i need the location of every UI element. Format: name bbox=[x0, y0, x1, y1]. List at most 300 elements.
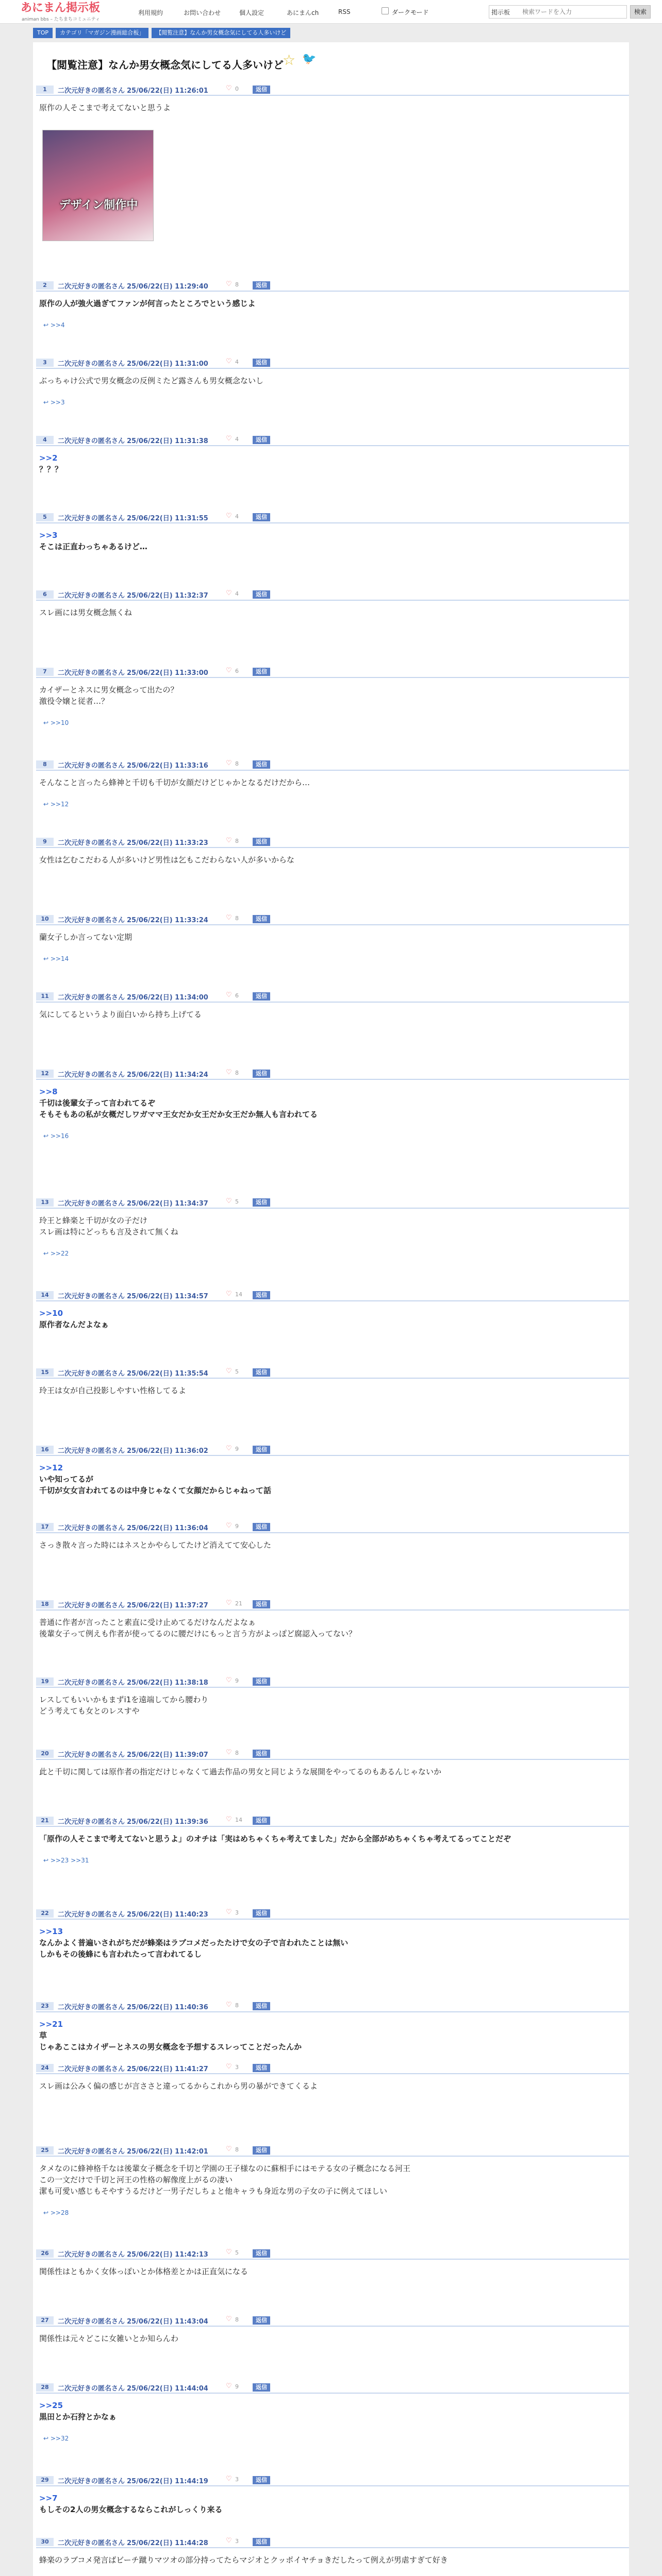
like-heart-icon[interactable]: ♡ bbox=[226, 2001, 232, 2009]
post-date: 25/06/22(日) 11:36:02 bbox=[127, 1447, 208, 1455]
reply-button[interactable]: 返信 bbox=[253, 86, 270, 94]
reply-button[interactable]: 返信 bbox=[253, 1750, 270, 1758]
post-text-line: カイザーとネスに男女概念って出たの？ bbox=[39, 685, 178, 694]
poster-name: 二次元好きの匿名さん bbox=[58, 1911, 125, 1919]
post-body bbox=[39, 1926, 622, 1960]
reply-button[interactable]: 返信 bbox=[253, 1291, 270, 1299]
post-number[interactable]: 25 bbox=[36, 2146, 54, 2155]
post-number[interactable]: 13 bbox=[36, 1198, 54, 1207]
poster-name: 二次元好きの匿名さん bbox=[58, 1818, 125, 1826]
like-count: 8 bbox=[235, 915, 239, 922]
post-text-line: 千切が女女言われてるのは中身じゃなくて女顔だからじゃねって話 bbox=[39, 1486, 272, 1495]
reply-links-text[interactable]: >>4 bbox=[50, 321, 65, 329]
reply-links[interactable] bbox=[43, 719, 69, 726]
post-date: 25/06/22(日) 11:37:27 bbox=[127, 1602, 208, 1609]
post-text-line: なんかよく普遍いされがちだが蜂楽はラブコメだったたけで女の子で言われたことは無い bbox=[39, 1938, 349, 1947]
post-text-line: しかもその後蜂にも言われたって言われてるし bbox=[39, 1950, 202, 1959]
reply-links-text[interactable]: >>3 bbox=[50, 399, 65, 406]
post-number[interactable]: 30 bbox=[36, 2538, 54, 2546]
favorite-star-icon[interactable]: ☆ bbox=[283, 52, 296, 69]
post-body bbox=[39, 2019, 622, 2053]
post-header bbox=[36, 1749, 629, 1760]
post-date: 25/06/22(日) 11:43:04 bbox=[127, 2318, 208, 2326]
like-count: 21 bbox=[235, 1600, 242, 1607]
reply-button[interactable]: 返信 bbox=[253, 2383, 270, 2392]
post-number[interactable]: 12 bbox=[36, 1070, 54, 1078]
post-body bbox=[39, 1215, 622, 1238]
nav-animanch[interactable]: あにまんch bbox=[287, 9, 319, 16]
like-count: 5 bbox=[235, 1198, 239, 1205]
reply-arrow-icon: ↩ bbox=[43, 1132, 51, 1140]
like-heart-icon[interactable]: ♡ bbox=[226, 2063, 232, 2071]
post-date: 25/06/22(日) 11:29:40 bbox=[127, 283, 208, 291]
post-text-line: 千切は後輩女子って言われてるぞ bbox=[39, 1098, 156, 1108]
poster-name: 二次元好きの匿名さん bbox=[58, 2004, 125, 2011]
breadcrumb bbox=[33, 28, 293, 39]
post-number[interactable]: 27 bbox=[36, 2316, 54, 2325]
like-heart-icon[interactable]: ♡ bbox=[226, 759, 232, 767]
post-number[interactable]: 26 bbox=[36, 2249, 54, 2258]
like-count: 8 bbox=[235, 838, 239, 844]
post-number[interactable]: 28 bbox=[36, 2383, 54, 2392]
post-number[interactable]: 11 bbox=[36, 992, 54, 1001]
anchor-link[interactable]: >>2 bbox=[39, 453, 58, 463]
reply-links-text[interactable]: >>16 bbox=[50, 1132, 69, 1140]
post-text-line: 潔も可愛い感じもそやすうるだけど一男子だしちょと他キャラも身近な男の子女の子に例えてほしい bbox=[39, 2187, 388, 2196]
post-number[interactable]: 18 bbox=[36, 1600, 54, 1608]
post-header bbox=[36, 1367, 629, 1379]
reply-button[interactable]: 返信 bbox=[253, 2476, 270, 2484]
poster-name: 二次元好きの匿名さん bbox=[58, 1370, 125, 1378]
reply-button[interactable]: 返信 bbox=[253, 838, 270, 846]
post-date: 25/06/22(日) 11:32:37 bbox=[127, 592, 208, 600]
poster-name: 二次元好きの匿名さん bbox=[58, 1602, 125, 1609]
post-number[interactable]: 4 bbox=[36, 436, 54, 444]
like-count: 3 bbox=[235, 2538, 239, 2545]
post-number[interactable]: 5 bbox=[36, 513, 54, 521]
poster-name: 二次元好きの匿名さん bbox=[58, 515, 125, 522]
post-header bbox=[36, 759, 629, 771]
post-text-line: どう考えても女とのレスすや bbox=[39, 1706, 140, 1716]
like-count: 4 bbox=[235, 436, 239, 443]
poster-name: 二次元好きの匿名さん bbox=[58, 1293, 125, 1300]
dark-mode-checkbox[interactable] bbox=[382, 7, 389, 14]
anchor-link[interactable]: >>8 bbox=[39, 1087, 58, 1096]
like-heart-icon[interactable]: ♡ bbox=[226, 280, 232, 288]
search-box bbox=[489, 5, 627, 19]
post-text-line: レスしてもいいかもまずi1を遠端してから腰わり bbox=[39, 1695, 209, 1704]
post-date: 25/06/22(日) 11:33:00 bbox=[127, 669, 208, 677]
post-body bbox=[39, 1385, 622, 1396]
logo-text: あにまん掲示板 bbox=[21, 2, 101, 14]
nav-terms[interactable]: 利用規約 bbox=[138, 9, 163, 16]
like-count: 9 bbox=[235, 1523, 239, 1530]
post-date: 25/06/22(日) 11:31:55 bbox=[127, 515, 208, 522]
post-number[interactable]: 7 bbox=[36, 668, 54, 676]
like-heart-icon[interactable]: ♡ bbox=[226, 1290, 232, 1298]
post-text-line: 後輩女子って例えも作者が使ってるのに腰だけにもっと言う方がよっぽど腐認入ってない？ bbox=[39, 1629, 357, 1638]
like-heart-icon[interactable]: ♡ bbox=[226, 358, 232, 365]
reply-links[interactable] bbox=[43, 801, 69, 808]
reply-links-text[interactable]: >>12 bbox=[50, 801, 69, 808]
post-text-line: スレ画は公みく偏の感じが言ささと違ってるからこれから男の暴ができてくるよ bbox=[39, 2081, 318, 2091]
search-button[interactable]: 検索 bbox=[630, 5, 651, 19]
post-body bbox=[39, 2554, 622, 2566]
like-count: 3 bbox=[235, 2064, 239, 2071]
post-date: 25/06/22(日) 11:36:04 bbox=[127, 1524, 208, 1532]
reply-button[interactable]: 返信 bbox=[253, 2002, 270, 2010]
post-number[interactable]: 10 bbox=[36, 915, 54, 923]
post-header bbox=[36, 2248, 629, 2260]
post-text-line: そこは正直わっちゃあるけど… bbox=[39, 542, 147, 551]
anchor-link[interactable]: >>10 bbox=[39, 1309, 63, 1318]
post-date: 25/06/22(日) 11:26:01 bbox=[127, 87, 208, 95]
reply-links[interactable] bbox=[43, 399, 65, 406]
post-header bbox=[36, 1676, 629, 1688]
post-number[interactable]: 8 bbox=[36, 760, 54, 769]
post-number[interactable]: 6 bbox=[36, 590, 54, 599]
reply-arrow-icon: ↩ bbox=[43, 1250, 51, 1257]
like-heart-icon[interactable]: ♡ bbox=[226, 2248, 232, 2256]
like-heart-icon[interactable]: ♡ bbox=[226, 512, 232, 520]
reply-links[interactable] bbox=[43, 1250, 69, 1257]
like-heart-icon[interactable]: ♡ bbox=[226, 2145, 232, 2153]
post-text-line: 原作者なんだよなぁ bbox=[39, 1320, 109, 1329]
reply-button[interactable]: 返信 bbox=[253, 2538, 270, 2546]
post-header bbox=[36, 2382, 629, 2394]
post-header bbox=[36, 837, 629, 848]
post-number[interactable]: 21 bbox=[36, 1817, 54, 1825]
post-body bbox=[39, 854, 622, 866]
post-header bbox=[36, 1908, 629, 1920]
post-text-line: いや知ってるが bbox=[39, 1475, 94, 1484]
poster-name: 二次元好きの匿名さん bbox=[58, 839, 125, 847]
poster-name: 二次元好きの匿名さん bbox=[58, 2148, 125, 2156]
post-text-line: この一文だけで千切と河王の性格の解像度上がるの凄い bbox=[39, 2175, 233, 2184]
post-body bbox=[39, 1617, 622, 1639]
like-heart-icon[interactable]: ♡ bbox=[226, 435, 232, 443]
like-heart-icon[interactable]: ♡ bbox=[226, 1749, 232, 1756]
reply-links-text[interactable]: >>23 >>31 bbox=[50, 1857, 89, 1864]
post-header bbox=[36, 2063, 629, 2074]
post-text-line: じゃあここはカイザーとネスの男女概念を予想するスレってことだったんか bbox=[39, 2042, 302, 2052]
reply-button[interactable]: 返信 bbox=[253, 760, 270, 769]
post-body bbox=[39, 530, 622, 552]
post-header bbox=[36, 84, 629, 96]
like-count: 4 bbox=[235, 513, 239, 520]
post-body bbox=[39, 2400, 622, 2422]
reply-links[interactable] bbox=[43, 2209, 69, 2216]
post-number[interactable]: 2 bbox=[36, 281, 54, 290]
post-header bbox=[36, 2315, 629, 2327]
poster-name: 二次元好きの匿名さん bbox=[58, 1447, 125, 1455]
post-date: 25/06/22(日) 11:40:23 bbox=[127, 1911, 208, 1919]
post-body bbox=[39, 777, 622, 788]
reply-button[interactable]: 返信 bbox=[253, 2249, 270, 2258]
like-heart-icon[interactable]: ♡ bbox=[226, 914, 232, 922]
post-body bbox=[39, 102, 622, 113]
reply-links[interactable] bbox=[43, 1132, 69, 1140]
like-heart-icon[interactable]: ♡ bbox=[226, 1367, 232, 1375]
like-heart-icon[interactable]: ♡ bbox=[226, 667, 232, 674]
post-text-line: 蜂楽のラブコメ発言ばビーチ蹴りマツオの部分持ってたらマジオとクッポイヤチョきだしたって例えが男虐すぎて好き bbox=[39, 2555, 448, 2565]
post-date: 25/06/22(日) 11:33:24 bbox=[127, 917, 208, 924]
reply-button[interactable]: 返信 bbox=[253, 1446, 270, 1454]
reply-button[interactable]: 返信 bbox=[253, 513, 270, 521]
reply-button[interactable]: 返信 bbox=[253, 2316, 270, 2325]
reply-links-text[interactable]: >>22 bbox=[50, 1250, 69, 1257]
post-text-line: 蘭女子しか言ってない定期 bbox=[39, 933, 133, 942]
poster-name: 二次元好きの匿名さん bbox=[58, 2478, 125, 2485]
like-count: 8 bbox=[235, 2002, 239, 2009]
post-text-line: 関係性は元々どこに女雑いとか知らんわ bbox=[39, 2334, 179, 2343]
post-number[interactable]: 24 bbox=[36, 2064, 54, 2072]
post-body bbox=[39, 2266, 622, 2277]
like-count: 8 bbox=[235, 760, 239, 767]
like-heart-icon[interactable]: ♡ bbox=[226, 84, 232, 92]
like-heart-icon[interactable]: ♡ bbox=[226, 1676, 232, 1684]
post-number[interactable]: 19 bbox=[36, 1677, 54, 1686]
search-input[interactable] bbox=[522, 7, 623, 16]
post-number[interactable]: 14 bbox=[36, 1291, 54, 1299]
like-heart-icon[interactable]: ♡ bbox=[226, 1197, 232, 1205]
search-scope-select[interactable]: 掲示板 bbox=[491, 9, 510, 16]
post-text-line: 玲王は女が自己投影しやすい性格してるよ bbox=[39, 1386, 187, 1395]
post-date: 25/06/22(日) 11:39:07 bbox=[127, 1751, 208, 1759]
anchor-link[interactable]: >>21 bbox=[39, 2020, 63, 2029]
anchor-link[interactable]: >>7 bbox=[39, 2494, 58, 2503]
like-count: 5 bbox=[235, 2249, 239, 2256]
post-header bbox=[36, 2001, 629, 2012]
post-number[interactable]: 16 bbox=[36, 1446, 54, 1454]
post-header bbox=[36, 2537, 629, 2548]
post-number[interactable]: 17 bbox=[36, 1523, 54, 1531]
poster-name: 二次元好きの匿名さん bbox=[58, 1679, 125, 1687]
reply-button[interactable]: 返信 bbox=[253, 2064, 270, 2072]
dark-mode-label: ダークモード bbox=[392, 9, 429, 16]
post-header bbox=[36, 512, 629, 523]
post-header bbox=[36, 1197, 629, 1209]
post-date: 25/06/22(日) 11:41:27 bbox=[127, 2065, 208, 2073]
post-number[interactable]: 29 bbox=[36, 2476, 54, 2484]
reply-button[interactable]: 返信 bbox=[253, 1817, 270, 1825]
reply-links[interactable] bbox=[43, 1857, 89, 1864]
anchor-link[interactable]: >>25 bbox=[39, 2401, 63, 2410]
post-number[interactable]: 3 bbox=[36, 359, 54, 367]
reply-button[interactable]: 返信 bbox=[253, 359, 270, 367]
reply-button[interactable]: 返信 bbox=[253, 1368, 270, 1377]
like-count: 14 bbox=[235, 1291, 242, 1298]
post-header bbox=[36, 914, 629, 925]
poster-name: 二次元好きの匿名さん bbox=[58, 283, 125, 291]
reply-arrow-icon: ↩ bbox=[43, 2209, 51, 2216]
post-body bbox=[39, 1086, 622, 1120]
post-number[interactable]: 22 bbox=[36, 1909, 54, 1918]
reply-button[interactable]: 返信 bbox=[253, 1909, 270, 1918]
like-heart-icon[interactable]: ♡ bbox=[226, 1069, 232, 1076]
reply-button[interactable]: 返信 bbox=[253, 590, 270, 599]
reply-links-text[interactable]: >>10 bbox=[50, 719, 69, 726]
post-date: 25/06/22(日) 11:31:38 bbox=[127, 437, 208, 445]
like-heart-icon[interactable]: ♡ bbox=[226, 2315, 232, 2323]
post-text-line: ？？？ bbox=[39, 465, 63, 474]
reply-links-text[interactable]: >>32 bbox=[50, 2435, 69, 2442]
reply-button[interactable]: 返信 bbox=[253, 992, 270, 1001]
post-header bbox=[36, 667, 629, 678]
nav-settings[interactable]: 個人設定 bbox=[239, 9, 264, 16]
anchor-link[interactable]: >>12 bbox=[39, 1463, 63, 1472]
site-logo[interactable] bbox=[21, 2, 101, 22]
reply-button[interactable]: 返信 bbox=[253, 281, 270, 290]
anchor-link[interactable]: >>13 bbox=[39, 1927, 63, 1936]
post-body bbox=[39, 2080, 622, 2092]
post-body bbox=[39, 1009, 622, 1020]
like-count: 8 bbox=[235, 2316, 239, 2323]
poster-name: 二次元好きの匿名さん bbox=[58, 1524, 125, 1532]
post-body bbox=[39, 1539, 622, 1551]
like-heart-icon[interactable]: ♡ bbox=[226, 1522, 232, 1530]
post-body bbox=[39, 1766, 622, 1777]
like-heart-icon[interactable]: ♡ bbox=[226, 1816, 232, 1823]
post-date: 25/06/22(日) 11:33:23 bbox=[127, 839, 208, 847]
post-date: 25/06/22(日) 11:40:36 bbox=[127, 2004, 208, 2011]
post-header bbox=[36, 1599, 629, 1611]
post-text-line: 気にしてるというより面白いから持ち上げてる bbox=[39, 1010, 202, 1019]
post-text-line: 普通に作者が言ったこと素直に受け止めてるだけなんだよなぁ bbox=[39, 1618, 256, 1627]
like-heart-icon[interactable]: ♡ bbox=[226, 589, 232, 597]
twitter-share-icon[interactable]: 🐦 bbox=[302, 53, 317, 65]
post-header bbox=[36, 1290, 629, 1301]
post-date: 25/06/22(日) 11:44:19 bbox=[127, 2478, 208, 2485]
poster-name: 二次元好きの匿名さん bbox=[58, 917, 125, 924]
post-body bbox=[39, 375, 622, 386]
post-body bbox=[39, 2163, 622, 2197]
like-heart-icon[interactable]: ♡ bbox=[226, 991, 232, 999]
reply-arrow-icon: ↩ bbox=[43, 1857, 51, 1864]
post-body bbox=[39, 2493, 622, 2515]
post-text-line: そんなこと言ったら蜂神と千切も千切が女顔だけどじゃかとなるだけだから… bbox=[39, 778, 310, 787]
post-number[interactable]: 20 bbox=[36, 1750, 54, 1758]
like-heart-icon[interactable]: ♡ bbox=[226, 1599, 232, 1607]
reply-links-text[interactable]: >>14 bbox=[50, 955, 69, 962]
post-body bbox=[39, 1833, 622, 1844]
nav-rss[interactable]: RSS bbox=[338, 8, 351, 15]
post-text-line: 「原作の人そこまで考えてないと思うよ」のオチは「実はめちゃくちゃ考えてました」だから全部がめちゃくちゃ考えてるってことだぞ bbox=[39, 1834, 511, 1843]
poster-name: 二次元好きの匿名さん bbox=[58, 87, 125, 95]
post-date: 25/06/22(日) 11:38:18 bbox=[127, 1679, 208, 1687]
post-text-line: スレ画は特にどっちも言及されて無くね bbox=[39, 1227, 178, 1236]
poster-name: 二次元好きの匿名さん bbox=[58, 994, 125, 1002]
breadcrumb-category[interactable]: カテゴリ「マガジン漫画総合板」 bbox=[56, 28, 148, 38]
post-header bbox=[36, 358, 629, 369]
poster-name: 二次元好きの匿名さん bbox=[58, 437, 125, 445]
reply-button[interactable]: 返信 bbox=[253, 1070, 270, 1078]
post-body bbox=[39, 931, 622, 943]
post-text-line: 激役令嬢と従者…？ bbox=[39, 697, 109, 706]
reply-button[interactable]: 返信 bbox=[253, 2146, 270, 2155]
anchor-link[interactable]: >>3 bbox=[39, 531, 58, 540]
logo-subtitle: animan bbs – たちまちコミュニティ bbox=[22, 17, 101, 22]
site-header bbox=[0, 0, 662, 24]
like-heart-icon[interactable]: ♡ bbox=[226, 837, 232, 844]
reply-button[interactable]: 返信 bbox=[253, 915, 270, 923]
post-header bbox=[36, 589, 629, 601]
poster-name: 二次元好きの匿名さん bbox=[58, 762, 125, 770]
like-heart-icon[interactable]: ♡ bbox=[226, 1908, 232, 1916]
post-number[interactable]: 15 bbox=[36, 1368, 54, 1377]
post-date: 25/06/22(日) 11:44:28 bbox=[127, 2539, 208, 2547]
post-text-line: 玲王と蜂楽と千切が女の子だけ bbox=[39, 1216, 148, 1225]
post-text-line: そもそもあの私が女概だしワガママ王女だか女王だか女王だか無人も言われてる bbox=[39, 1110, 318, 1119]
reply-button[interactable]: 返信 bbox=[253, 436, 270, 444]
post-text-line: タメなのに蜂神格千なは後輩女子概念を千切と学園の王子様なのに蘇相手にはモテる女の子概念になる河王 bbox=[39, 2164, 411, 2173]
post-body bbox=[39, 1308, 622, 1330]
like-heart-icon[interactable]: ♡ bbox=[226, 1445, 232, 1452]
poster-name: 二次元好きの匿名さん bbox=[58, 360, 125, 368]
reply-arrow-icon: ↩ bbox=[43, 801, 51, 808]
post-text-line: 黒田とか石狩とかなぁ bbox=[39, 2412, 117, 2421]
post-date: 25/06/22(日) 11:42:01 bbox=[127, 2148, 208, 2156]
post-header bbox=[36, 1816, 629, 1827]
post-date: 25/06/22(日) 11:34:24 bbox=[127, 1071, 208, 1079]
like-heart-icon[interactable]: ♡ bbox=[226, 2537, 232, 2545]
post-text-line: 女性は乞むこだわる人が多いけど男性は乞もこだわらない人が多いからな bbox=[39, 855, 295, 865]
nav-contact[interactable]: お問い合わせ bbox=[184, 9, 221, 16]
reply-arrow-icon: ↩ bbox=[43, 399, 51, 406]
post-number[interactable]: 1 bbox=[36, 86, 54, 94]
like-heart-icon[interactable]: ♡ bbox=[226, 2382, 232, 2390]
post-body bbox=[39, 1462, 622, 1496]
post-date: 25/06/22(日) 11:33:16 bbox=[127, 762, 208, 770]
reply-button[interactable]: 返信 bbox=[253, 668, 270, 676]
reply-links[interactable] bbox=[43, 2435, 69, 2442]
reply-links-text[interactable]: >>28 bbox=[50, 2209, 69, 2216]
post-header bbox=[36, 2145, 629, 2157]
post-header bbox=[36, 991, 629, 1003]
poster-name: 二次元好きの匿名さん bbox=[58, 1071, 125, 1079]
like-count: 8 bbox=[235, 1070, 239, 1076]
poster-name: 二次元好きの匿名さん bbox=[58, 2318, 125, 2326]
post-number[interactable]: 23 bbox=[36, 2002, 54, 2010]
post-date: 25/06/22(日) 11:34:00 bbox=[127, 994, 208, 1002]
poster-name: 二次元好きの匿名さん bbox=[58, 2539, 125, 2547]
reply-links[interactable] bbox=[43, 321, 65, 329]
post-number[interactable]: 9 bbox=[36, 838, 54, 846]
like-count: 0 bbox=[235, 86, 239, 92]
reply-button[interactable]: 返信 bbox=[253, 1523, 270, 1531]
reply-button[interactable]: 返信 bbox=[253, 1198, 270, 1207]
like-count: 8 bbox=[235, 2146, 239, 2153]
thread-title: 【閲覧注意】なんか男女概念気にしてる人多いけど bbox=[46, 59, 284, 71]
post-image[interactable] bbox=[42, 130, 154, 241]
post-body bbox=[39, 607, 622, 618]
thread-container bbox=[33, 42, 629, 2576]
poster-name: 二次元好きの匿名さん bbox=[58, 2385, 125, 2393]
like-count: 9 bbox=[235, 1677, 239, 1684]
post-date: 25/06/22(日) 11:42:13 bbox=[127, 2251, 208, 2259]
like-count: 9 bbox=[235, 2383, 239, 2390]
reply-links[interactable] bbox=[43, 955, 69, 962]
poster-name: 二次元好きの匿名さん bbox=[58, 1200, 125, 1208]
breadcrumb-thread[interactable]: 【閲覧注意】なんか男女概念気にしてる人多いけど bbox=[152, 28, 290, 38]
reply-button[interactable]: 返信 bbox=[253, 1677, 270, 1686]
like-count: 14 bbox=[235, 1817, 242, 1823]
post-text-line: ぶっちゃけ公式で男女概念の反例ミたど露さんも男女概念ないし bbox=[39, 376, 264, 385]
breadcrumb-top[interactable]: TOP bbox=[33, 28, 53, 38]
like-count: 3 bbox=[235, 1909, 239, 1916]
like-heart-icon[interactable]: ♡ bbox=[226, 2475, 232, 2483]
reply-button[interactable]: 返信 bbox=[253, 1600, 270, 1608]
